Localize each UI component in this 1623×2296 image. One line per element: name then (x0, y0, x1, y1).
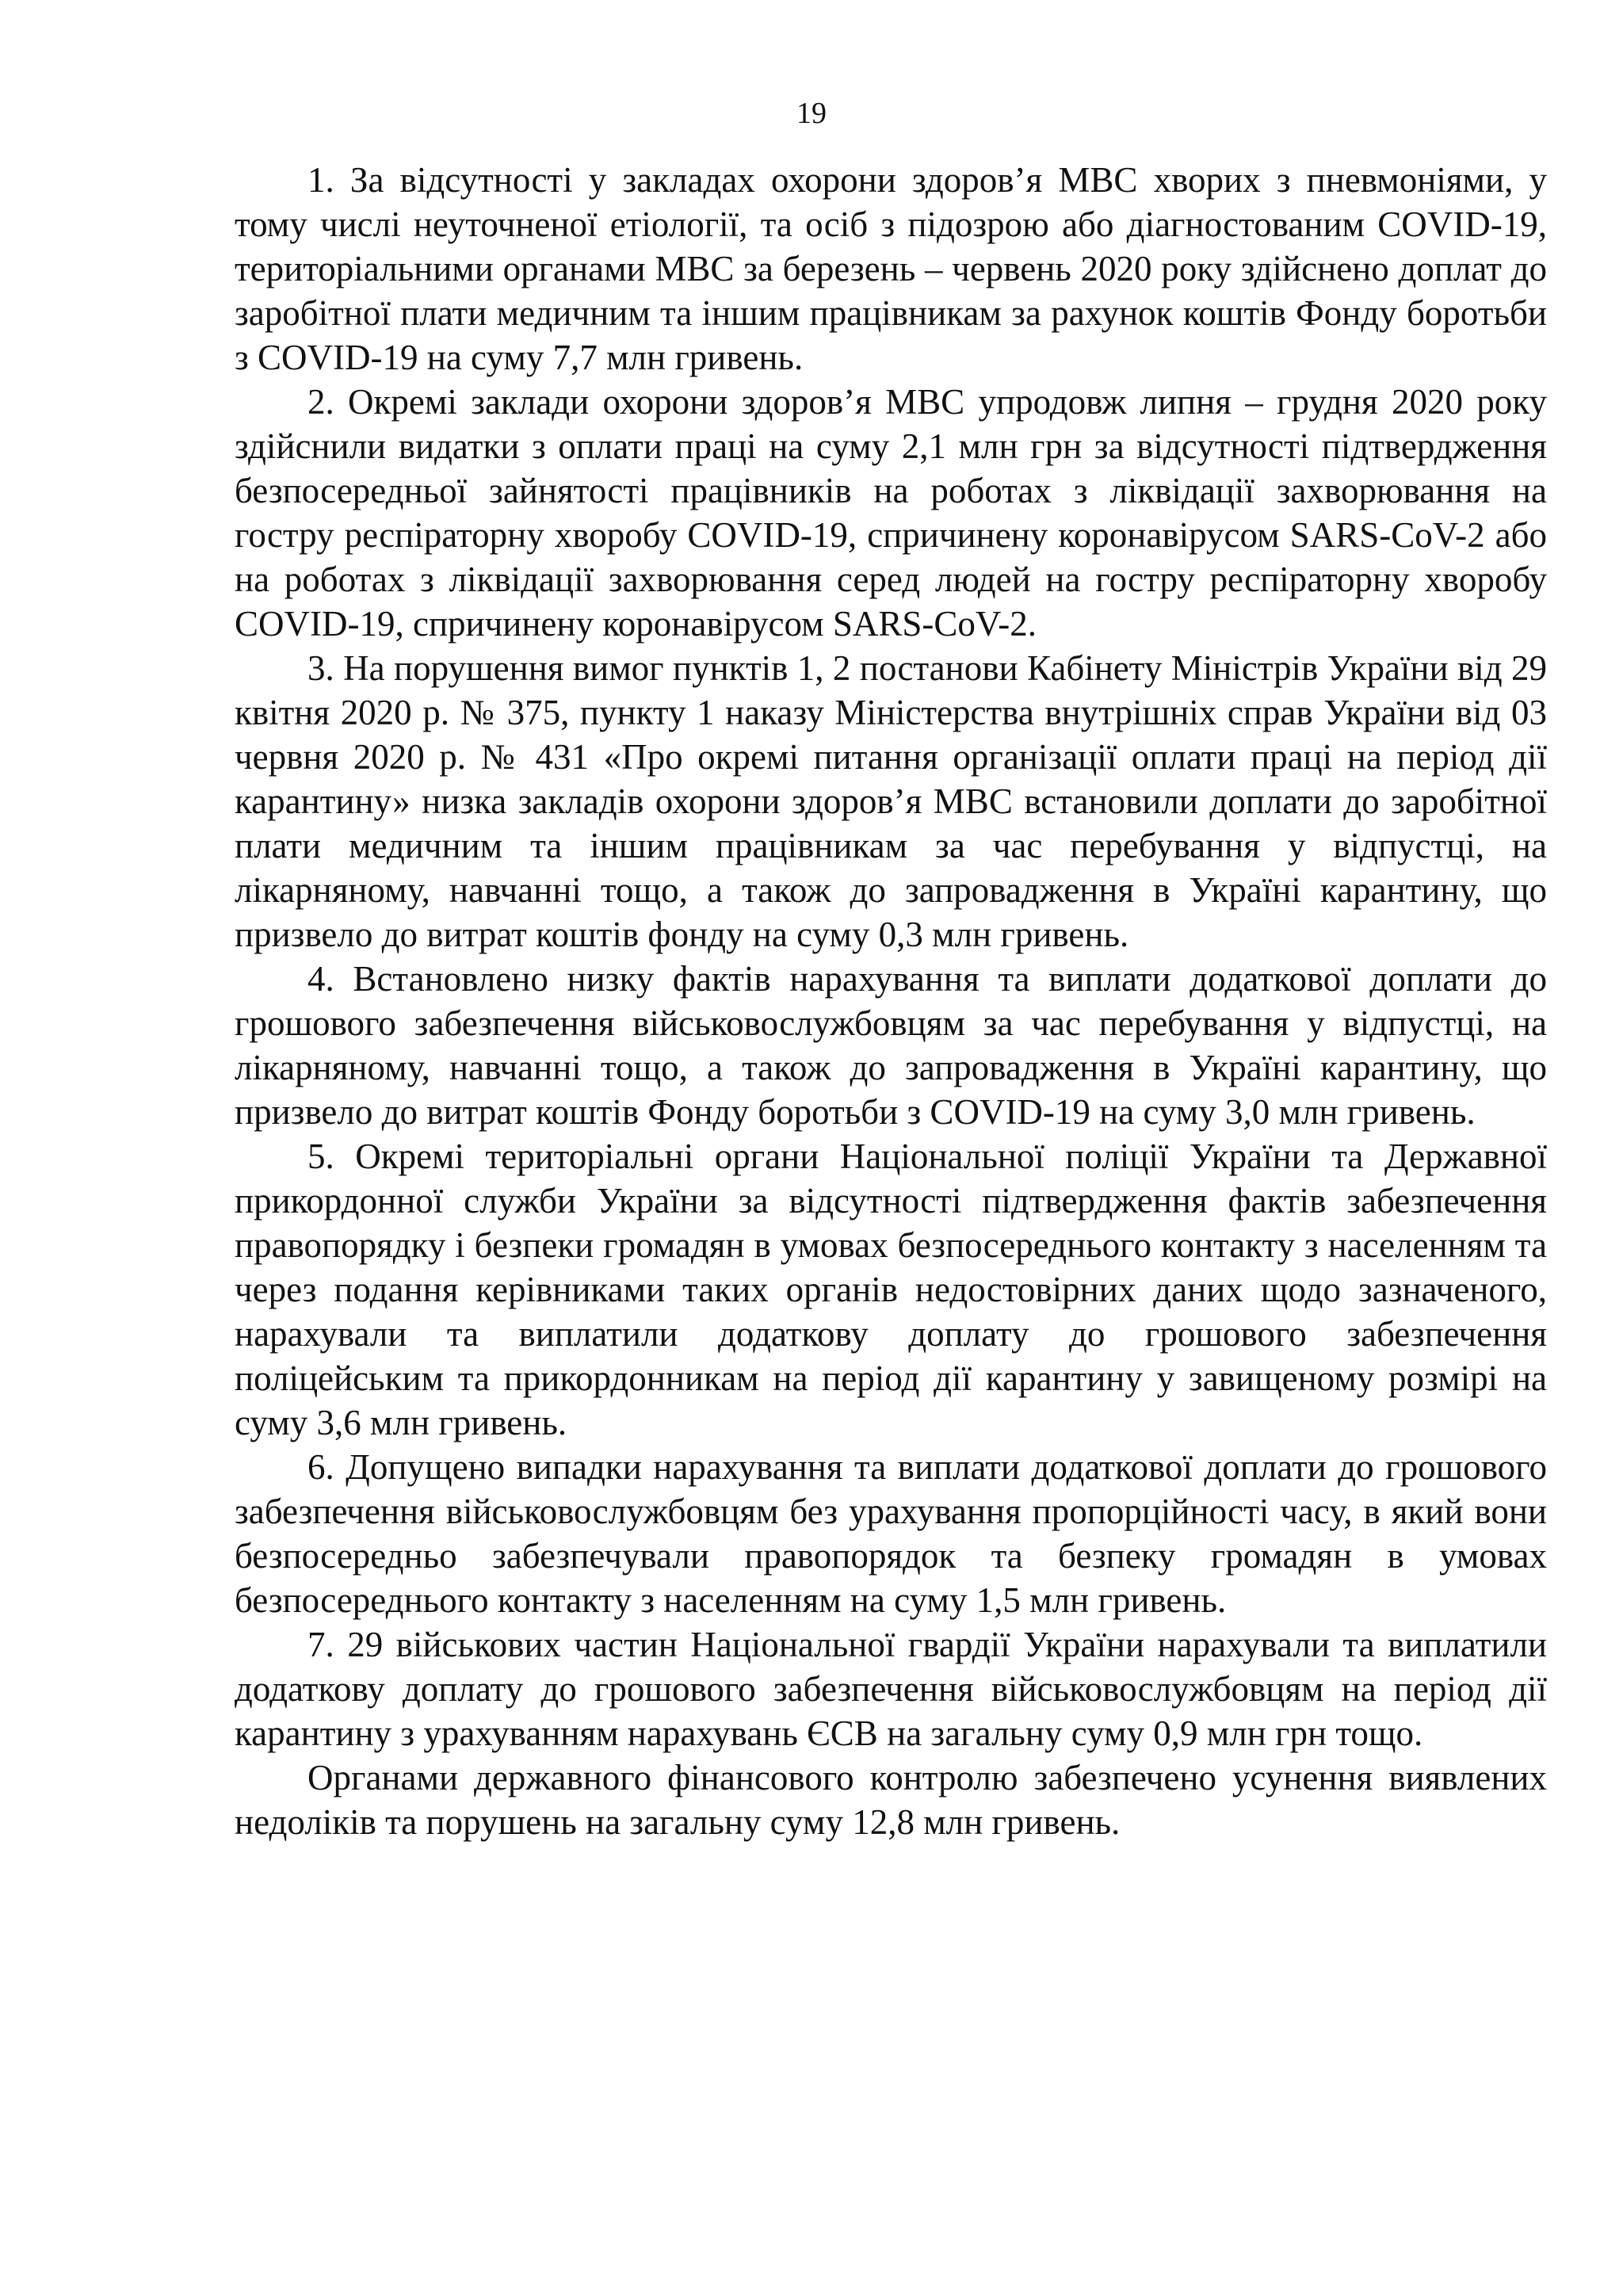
paragraph-3: 3. На порушення вимог пунктів 1, 2 постанови Кабінету Міністрів України від 29 квітня 2020 р. № 375, пункту 1 наказу Міністерства внутрішніх справ України від 03 червня 2020 р. № 431 «Про окремі питання організації оплати праці на період дії карантину» низка закладів охорони здоров’я МВС встановили доплати до заробітної плати медичним та іншим працівникам за час перебування у відпустці, на лікарняному, навчанні тощо, а також до запровадження в Україні карантину, що призвело до витрат коштів фонду на суму 0,3 млн гривень. (235, 648, 1547, 954)
paragraph-1: 1. За відсутності у закладах охорони здоров’я МВС хворих з пневмоніями, у тому числі неуточненої етіології, та осіб з підозрою або діагностованим COVID-19, територіальними органами МВС за березень – червень 2020 року здійснено доплат до заробітної плати медичним та іншим працівникам за рахунок коштів Фонду боротьби з COVID-19 на суму 7,7 млн гривень. (235, 160, 1547, 377)
page-number: 19 (796, 97, 827, 130)
paragraph-5: 5. Окремі територіальні органи Національної поліції України та Державної прикордонної служби України за відсутності підтвердження фактів забезпечення правопорядку і безпеки громадян в умовах безпосереднього контакту з населенням та через подання керівниками таких органів недостовірних даних щодо зазначеного, нарахували та виплатили додаткову доплату до грошового забезпечення поліцейським та прикордонникам на період дії карантину у завищеному розмірі на суму 3,6 млн гривень. (235, 1137, 1547, 1442)
paragraph-6: 6. Допущено випадки нарахування та виплати додаткової доплати до грошового забезпечення військовослужбовцям без урахування пропорційності часу, в який вони безпосередньо забезпечували правопорядок та безпеку громадян в умовах безпосереднього контакту з населенням на суму 1,5 млн гривень. (235, 1447, 1547, 1620)
summary-paragraph: Органами державного фінансового контролю забезпечено усунення виявлених недоліків та порушень на загальну суму 12,8 млн гривень. (235, 1758, 1547, 1842)
paragraph-2: 2. Окремі заклади охорони здоров’я МВС упродовж липня – грудня 2020 року здійснили видатки з оплати праці на суму 2,1 млн грн за відсутності підтвердження безпосередньої зайнятості працівників на роботах з ліквідації захворювання на гостру респіраторну хворобу COVID-19, спричинену коронавірусом SARS-CoV-2 або на роботах з ліквідації захворювання серед людей на гостру респіраторну хворобу COVID-19, спричинену коронавірусом SARS-CoV-2. (235, 382, 1547, 644)
document-body (235, 158, 1547, 1844)
paragraph-4: 4. Встановлено низку фактів нарахування та виплати додаткової доплати до грошового забезпечення військовослужбовцям за час перебування у відпустці, на лікарняному, навчанні тощо, а також до запровадження в Україні карантину, що призвело до витрат коштів Фонду боротьби з COVID-19 на суму 3,0 млн гривень. (235, 959, 1547, 1132)
paragraph-7: 7. 29 військових частин Національної гвардії України нарахували та виплатили додаткову доплату до грошового забезпечення військовослужбовцям на період дії карантину з урахуванням нарахувань ЄСВ на загальну суму 0,9 млн грн тощо. (235, 1625, 1547, 1753)
